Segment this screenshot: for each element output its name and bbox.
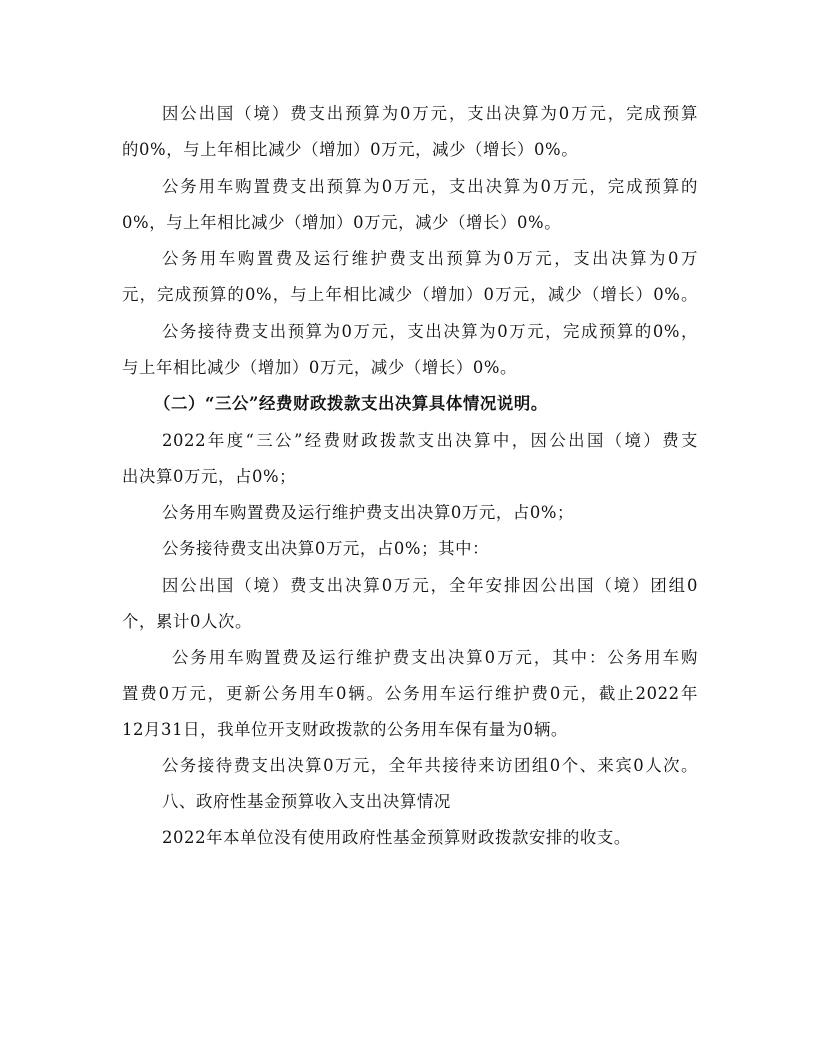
section-heading: 八、政府性基金预算收入支出决算情况 xyxy=(162,792,451,811)
paragraph-line: 公务接待费支出决算0万元，占0%；其中： xyxy=(162,539,490,558)
paragraph-line: 公务用车购置费及运行维护费支出决算0万元，占0%； xyxy=(162,503,575,522)
paragraph-line: 与上年相比减少（增加）0万元，减少（增长）0%。 xyxy=(122,358,518,377)
paragraph-line: 公务用车购置费支出预算为0万元，支出决算为0万元，完成预算的 xyxy=(162,177,698,196)
paragraph-line: 个，累计0人次。 xyxy=(122,612,252,631)
section-heading: （二）“三公”经费财政拨款支出决算具体情况说明。 xyxy=(154,394,548,413)
paragraph-line: 出决算0万元，占0%； xyxy=(122,467,297,486)
paragraph-line: 置费0万元，更新公务用车0辆。公务用车运行维护费0元，截止2022年 xyxy=(122,684,698,703)
paragraph-line: 公务用车购置费及运行维护费支出决算0万元，其中：公务用车购 xyxy=(172,648,698,667)
paragraph-line: 因公出国（境）费支出决算0万元，全年安排因公出国（境）团组0 xyxy=(162,576,698,595)
paragraph-line: 12月31日，我单位开支财政拨款的公务用车保有量为0辆。 xyxy=(122,720,568,739)
paragraph-line: 元，完成预算的0%，与上年相比减少（增加）0万元，减少（增长）0%。 xyxy=(122,285,698,304)
paragraph-line: 的0%，与上年相比减少（增加）0万元，减少（增长）0%。 xyxy=(122,140,579,159)
paragraph-line: 公务接待费支出决算0万元，全年共接待来访团组0个、来宾0人次。 xyxy=(162,756,698,775)
paragraph-line: 2022年度“三公”经费财政拨款支出决算中，因公出国（境）费支 xyxy=(162,431,698,450)
paragraph-line: 公务接待费支出预算为0万元，支出决算为0万元，完成预算的0%， xyxy=(162,322,698,341)
paragraph-line: 2022年本单位没有使用政府性基金预算财政拨款安排的收支。 xyxy=(162,828,631,847)
paragraph-line: 公务用车购置费及运行维护费支出预算为0万元，支出决算为0万 xyxy=(162,249,698,268)
paragraph-line: 0%，与上年相比减少（增加）0万元，减少（增长）0%。 xyxy=(122,213,562,232)
paragraph-line: 因公出国（境）费支出预算为0万元，支出决算为0万元，完成预算 xyxy=(162,104,698,123)
